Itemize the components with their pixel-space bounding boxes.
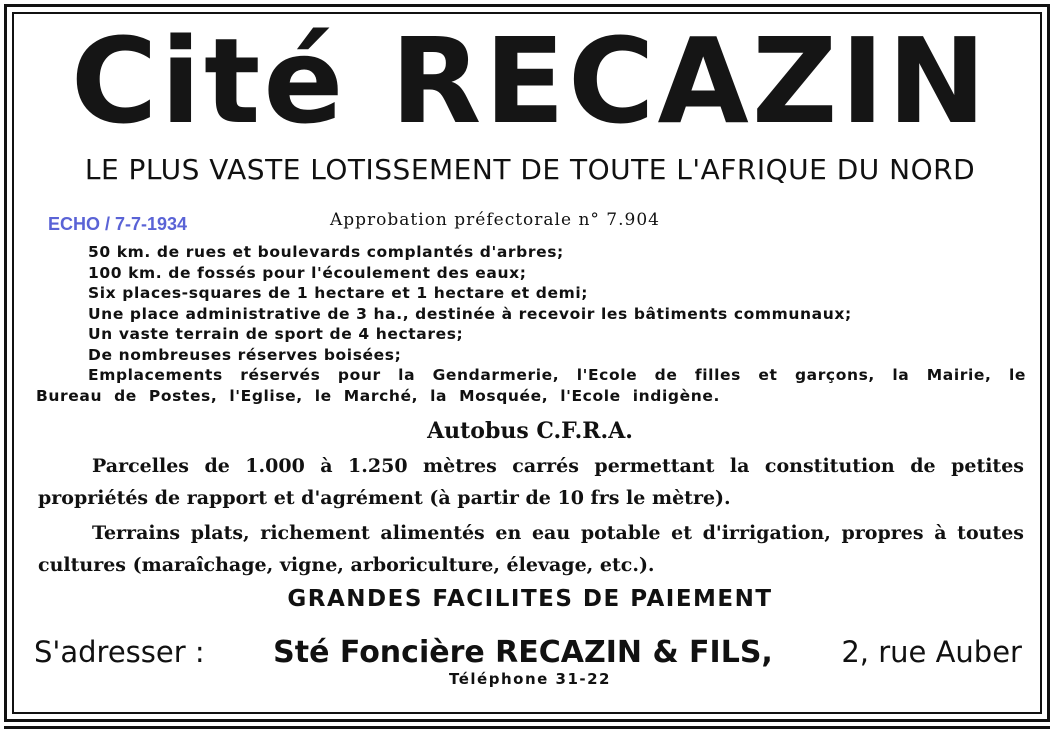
feature-item: Une place administrative de 3 ha., destinée à recevoir les bâtiments communaux; (88, 304, 852, 323)
feature-item: Un vaste terrain de sport de 4 hectares; (88, 325, 464, 343)
address-prefix: S'adresser : (34, 635, 205, 669)
feature-item: Emplacements réservés pour la Gendarmerie, l'Ecole de filles et garçons, la Mairie, le Bureau de Postes, l'Eglise, le Marché, la Mosquée, l'Ecole indigène. (36, 366, 1026, 405)
feature-item: 50 km. de rues et boulevards complantés d'arbres; (88, 243, 564, 261)
bus-heading: Autobus C.F.R.A. (427, 418, 633, 444)
source-stamp: ECHO / 7-7-1934 (48, 214, 188, 234)
address-line (34, 630, 1022, 675)
feature-item: De nombreuses réserves boisées; (88, 345, 402, 364)
address-company: Sté Foncière RECAZIN & FILS, (273, 635, 773, 670)
parcels-paragraph: Parcelles de 1.000 à 1.250 mètres carrés permettant la constitution de petites propriétés de rapport et d'agrément (à partir de 10 frs le mètre). (38, 455, 1024, 509)
advert-title: Cité RECAZIN (70, 12, 990, 150)
advert-subtitle: LE PLUS VASTE LOTISSEMENT DE TOUTE L'AFRIQUE DU NORD (84, 153, 976, 186)
approval-line: Approbation préfectorale n° 7.904 (330, 210, 660, 230)
feature-item: Six places-squares de 1 hectare et 1 hectare et demi; (88, 284, 589, 302)
feature-item: 100 km. de fossés pour l'écoulement des eaux; (88, 263, 527, 282)
payment-facilities-heading: GRANDES FACILITES DE PAIEMENT (287, 586, 773, 612)
terrain-paragraph: Terrains plats, richement alimentés en eau potable et d'irrigation, propres à toutes cultures (maraîchage, vigne, arboriculture, élevage, etc.). (38, 522, 1024, 576)
bottom-rule (4, 726, 1050, 729)
phone-line: Téléphone 31-22 (449, 670, 611, 688)
features-list (36, 242, 1026, 406)
address-street: 2, rue Auber (841, 635, 1022, 669)
